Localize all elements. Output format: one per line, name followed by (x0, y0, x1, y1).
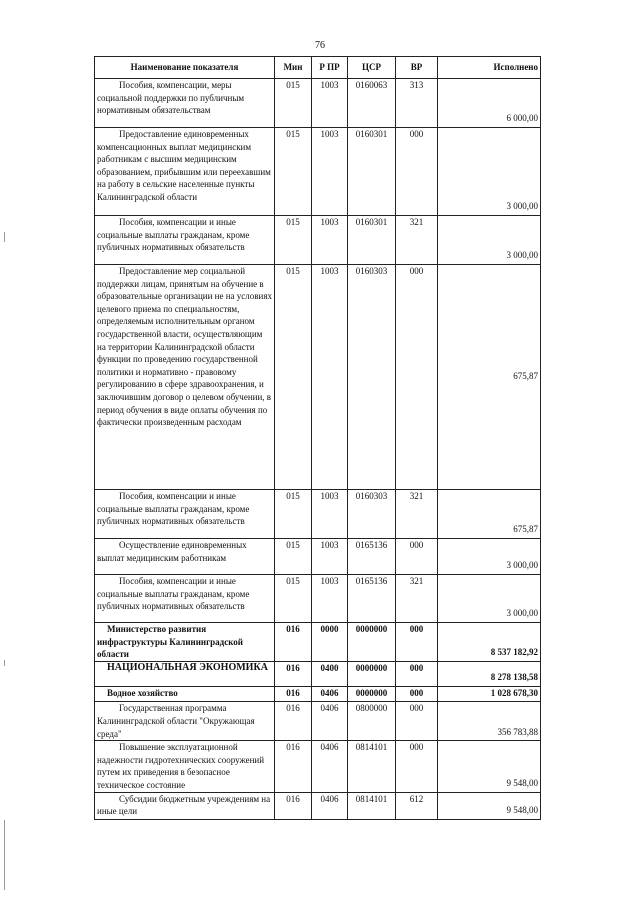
row-min: 015 (275, 265, 312, 490)
table-row (95, 623, 541, 662)
table-row (95, 79, 541, 128)
scan-margin-mark (4, 232, 5, 242)
row-vr: 000 (396, 661, 438, 686)
row-name: Субсидии бюджетным учреждениям на иные цели (97, 793, 271, 817)
page-number: 76 (315, 40, 325, 51)
row-vr: 000 (396, 128, 438, 216)
row-rpr: 1003 (312, 128, 348, 216)
table-row (95, 128, 541, 216)
row-vr: 000 (396, 686, 438, 702)
row-amount: 3 000,00 (438, 575, 541, 623)
row-rpr: 0406 (312, 702, 348, 741)
row-name: НАЦИОНАЛЬНАЯ ЭКОНОМИКА (107, 661, 268, 673)
row-csr: 0160301 (348, 128, 396, 216)
row-csr: 0160301 (348, 216, 396, 265)
row-csr: 0165136 (348, 575, 396, 623)
table-row (95, 702, 541, 741)
table-row (95, 661, 541, 686)
row-csr: 0800000 (348, 702, 396, 741)
row-vr: 321 (396, 575, 438, 623)
row-csr: 0000000 (348, 661, 396, 686)
row-name: Пособия, компенсации, меры социальной поддержки по публичным нормативным обязательствам (97, 80, 245, 116)
row-csr: 0000000 (348, 623, 396, 662)
row-name: Осуществление единовременных выплат медицинским работникам (97, 540, 247, 563)
budget-table (94, 56, 541, 820)
row-amount: 3 000,00 (438, 216, 541, 265)
table-row (95, 575, 541, 623)
row-amount: 3 000,00 (438, 539, 541, 575)
row-amount: 9 548,00 (438, 741, 541, 792)
row-vr: 612 (396, 792, 438, 819)
table-row (95, 792, 541, 819)
row-amount: 6 000,00 (438, 79, 541, 128)
row-min: 015 (275, 490, 312, 539)
row-rpr: 1003 (312, 79, 348, 128)
scan-margin-mark (4, 820, 5, 890)
row-rpr: 0000 (312, 623, 348, 662)
row-rpr: 0406 (312, 741, 348, 792)
row-min: 015 (275, 575, 312, 623)
row-amount: 9 548,00 (438, 792, 541, 819)
row-csr: 0160063 (348, 79, 396, 128)
table-header-row (95, 57, 541, 79)
row-amount: 675,87 (438, 265, 541, 490)
row-csr: 0000000 (348, 686, 396, 702)
row-vr: 313 (396, 79, 438, 128)
row-vr: 000 (396, 265, 438, 490)
row-csr: 0160303 (348, 265, 396, 490)
row-min: 015 (275, 128, 312, 216)
row-rpr: 0400 (312, 661, 348, 686)
col-header-amount: Исполнено (438, 57, 541, 79)
table-row (95, 539, 541, 575)
col-header-name: Наименование показателя (95, 57, 275, 79)
row-amount: 675,87 (438, 490, 541, 539)
row-amount: 3 000,00 (438, 128, 541, 216)
row-min: 015 (275, 539, 312, 575)
row-rpr: 1003 (312, 490, 348, 539)
row-rpr: 1003 (312, 265, 348, 490)
col-header-rpr: Р ПР (312, 57, 348, 79)
col-header-csr: ЦСР (348, 57, 396, 79)
row-name: Повышение эксплуатационной надежности гидротехнических сооружений путем их приведения в безопасное техническое состояние (97, 742, 265, 790)
row-csr: 0814101 (348, 741, 396, 792)
row-vr: 321 (396, 216, 438, 265)
row-min: 016 (275, 661, 312, 686)
table-row (95, 265, 541, 490)
row-name: Пособия, компенсации и иные социальные выплаты гражданам, кроме публичных нормативных обязательств (97, 491, 250, 527)
scan-margin-mark (4, 660, 5, 666)
row-amount: 1 028 678,30 (438, 686, 541, 702)
row-vr: 000 (396, 539, 438, 575)
row-csr: 0165136 (348, 539, 396, 575)
row-amount: 356 783,88 (438, 702, 541, 741)
table-row (95, 490, 541, 539)
row-min: 015 (275, 79, 312, 128)
row-min: 016 (275, 792, 312, 819)
row-csr: 0160303 (348, 490, 396, 539)
row-name: Государственная программа Калининградской области "Окружающая среда" (97, 703, 255, 739)
table-row (95, 741, 541, 792)
row-rpr: 1003 (312, 216, 348, 265)
row-rpr: 1003 (312, 539, 348, 575)
row-min: 016 (275, 623, 312, 662)
row-amount: 8 278 138,58 (438, 661, 541, 686)
row-name: Водное хозяйство (107, 687, 178, 698)
row-name: Пособия, компенсации и иные социальные выплаты гражданам, кроме публичных нормативных обязательств (97, 217, 250, 253)
row-vr: 000 (396, 702, 438, 741)
row-vr: 000 (396, 741, 438, 792)
row-rpr: 0406 (312, 686, 348, 702)
row-csr: 0814101 (348, 792, 396, 819)
col-header-vr: ВР (396, 57, 438, 79)
row-vr: 321 (396, 490, 438, 539)
row-rpr: 0406 (312, 792, 348, 819)
col-header-min: Мин (275, 57, 312, 79)
table-row (95, 216, 541, 265)
row-name: Министерство развития инфраструктуры Калининградской области (97, 624, 243, 660)
table-row (95, 686, 541, 702)
row-vr: 000 (396, 623, 438, 662)
row-min: 015 (275, 216, 312, 265)
row-rpr: 1003 (312, 575, 348, 623)
row-name: Предоставление единовременных компенсационных выплат медицинским работникам с высшим медицинским образованием, прибывшим или переехавшим на работу в сельские населенные пункты Калининградской области (97, 129, 271, 202)
row-amount: 8 537 182,92 (438, 623, 541, 662)
row-name: Пособия, компенсации и иные социальные выплаты гражданам, кроме публичных нормативных обязательств (97, 576, 250, 612)
row-min: 016 (275, 741, 312, 792)
row-min: 016 (275, 702, 312, 741)
row-name: Предоставление мер социальной поддержки лицам, принятым на обучение в образовательные организации не на условиях целевого приема по специальностям, определяемым исполнительным органом государственной власти, осуществляющим на территории Калининградской области функции по проведению государственной политики и нормативно - правовому регулированию в сфере здравоохранения, и заключившим договор о целевом обучении, в период обучения в виде оплаты обучения по фактически произведенным расходам (97, 266, 272, 428)
row-min: 016 (275, 686, 312, 702)
